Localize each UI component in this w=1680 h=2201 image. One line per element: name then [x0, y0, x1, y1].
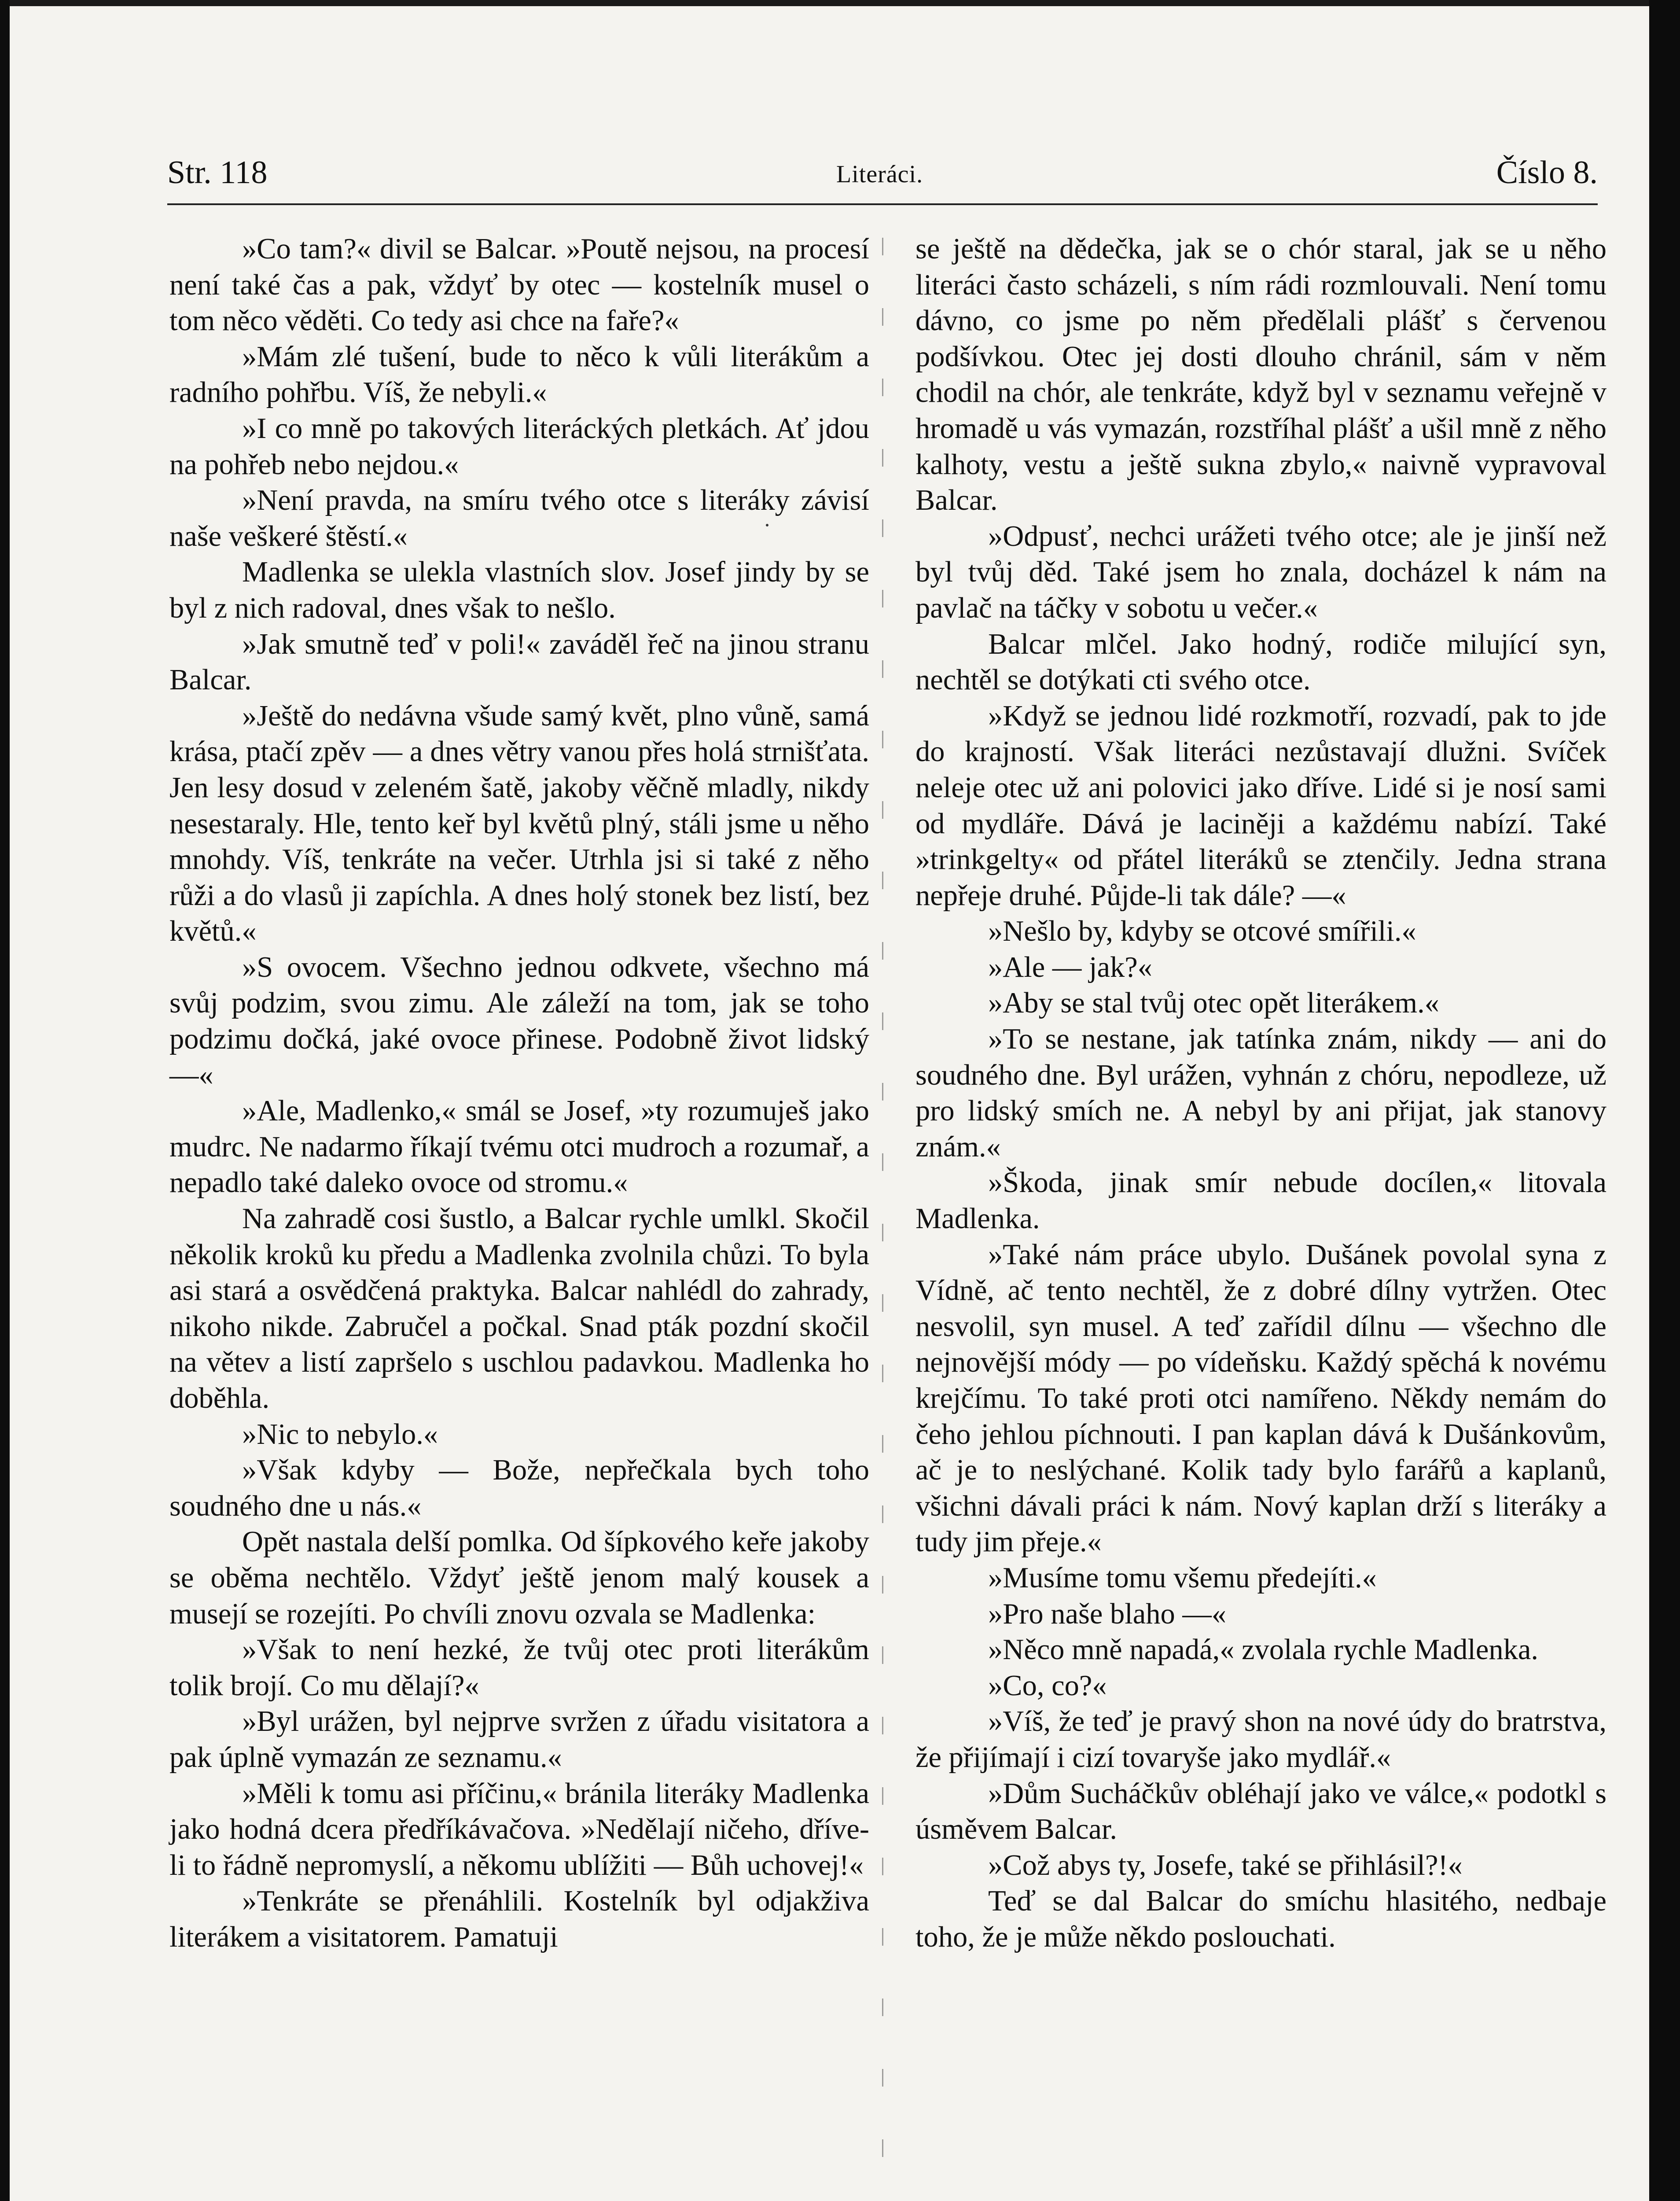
right-text-column — [915, 231, 1606, 1955]
paragraph: »Něco mně napadá,« zvolala rychle Madlenka. — [988, 1634, 1539, 1666]
paragraph: »Co, co?« — [988, 1669, 1107, 1702]
paragraph: »Nešlo by, kdyby se otcové smířili.« — [988, 915, 1416, 948]
paragraph: Opět nastala delší pomlka. Od šípkového keře jakoby se oběma nechtělo. Vždyť ještě jenom malý kousek a musejí se rozejíti. Po chvíli znovu ozvala se Madlenka: — [169, 1526, 869, 1630]
paragraph: »Tenkráte se přenáhlili. Kostelník byl odjakživa literákem a visitatorem. Pamatuji — [169, 1885, 869, 1953]
paragraph: »Musíme tomu všemu předejíti.« — [988, 1561, 1377, 1594]
paragraph: »Byl urážen, byl nejprve svržen z úřadu visitatora a pak úplně vymazán ze seznamu.« — [169, 1705, 869, 1774]
paragraph: »Nic to nebylo.« — [242, 1418, 438, 1450]
issue-number: Číslo 8. — [1496, 155, 1598, 191]
paragraph: »Odpusť, nechci urážeti tvého otce; ale je jinší než byl tvůj děd. Také jsem ho znala, docházel k nám na pavlač na táčky v sobotu u večer.« — [915, 520, 1606, 624]
paragraph: »Když se jednou lidé rozkmotří, rozvadí, pak to jde do krajností. Však literáci nezůstavají dlužni. Svíček neleje otec už ani polovici jako dříve. Lidé si je nosí sami od mydláře. Dává je laciněji a každému nabízí. Také »trinkgelty« od přátel literáků se ztenčily. Jedna strana nepřeje druhé. Půjde-li tak dále? —« — [915, 699, 1606, 912]
paragraph: »Dům Sucháčkův obléhají jako ve válce,« podotkl s úsměvem Balcar. — [915, 1777, 1606, 1846]
paragraph: »Co tam?« divil se Balcar. »Poutě nejsou, na procesí není také čas a pak, vždyť by otec — kostelník musel o tom něco věděti. Co tedy asi chce na faře?« — [169, 233, 869, 337]
paragraph: »Škoda, jinak smír nebude docílen,« litovala Madlenka. — [915, 1167, 1606, 1235]
running-title: Literáci. — [836, 161, 923, 188]
paragraph: »Není pravda, na smíru tvého otce s literáky závisí naše veškeré štěstí.« — [169, 484, 869, 552]
column-divider — [882, 238, 883, 2201]
header-rule — [167, 203, 1598, 205]
paragraph: »Ale, Madlenko,« smál se Josef, »ty rozumuješ jako mudrc. Ne nadarmo říkají tvému otci mudroch a rozumař, a nepadlo také daleko ovoce od stromu.« — [169, 1095, 869, 1199]
paragraph: »S ovocem. Všechno jednou odkvete, všechno má svůj podzim, svou zimu. Ale záleží na tom, jak se toho podzimu dočká, jaké ovoce přinese. Podobně život lidský —« — [169, 951, 869, 1091]
page-number: Str. 118 — [167, 155, 268, 191]
paragraph: »Ale — jak?« — [988, 951, 1153, 983]
paragraph: »Měli k tomu asi příčinu,« bránila literáky Madlenka jako hodná dcera předříkávačova. »Nedělají ničeho, dříve-li to řádně nepromyslí, a někomu ublížiti — Bůh uchovej!« — [169, 1777, 869, 1881]
paragraph: »To se nestane, jak tatínka znám, nikdy — ani do soudného dne. Byl urážen, vyhnán z chóru, nepodleze, už pro lidský smích ne. A nebyl by ani přijat, jak stanovy znám.« — [915, 1023, 1606, 1163]
scan-speck — [766, 524, 768, 526]
paragraph: »Mám zlé tušení, bude to něco k vůli literákům a radního pohřbu. Víš, že nebyli.« — [169, 340, 869, 409]
paragraph: »I co mně po takových literáckých pletkách. Ať jdou na pohřeb nebo nejdou.« — [169, 412, 869, 481]
paragraph: Teď se dal Balcar do smíchu hlasitého, nedbaje toho, že je může někdo poslouchati. — [915, 1885, 1606, 1953]
paragraph: Madlenka se ulekla vlastních slov. Josef jindy by se byl z nich radoval, dnes však to nešlo. — [169, 556, 869, 624]
paragraph: »Také nám práce ubylo. Dušánek povolal syna z Vídně, ač tento nechtěl, že z dobré dílny vytržen. Otec nesvolil, syn musel. A teď zařídil dílnu — všechno dle nejnovější módy — po vídeňsku. Každý spěchá k novému krejčímu. To také proti otci namířeno. Někdy nemám do čeho jehlou píchnouti. I pan kaplan dává k Dušánkovům, ač je to neslýchané. Kolik tady bylo farářů a kaplanů, všichni dávali práci k nám. Nový kaplan drží s literáky a tudy jim přeje.« — [915, 1238, 1606, 1558]
page-header — [167, 150, 1598, 198]
paragraph: Na zahradě cosi šustlo, a Balcar rychle umlkl. Skočil několik kroků ku předu a Madlenka zvolnila chůzi. To byla asi stará a osvědčená praktyka. Balcar nahlédl do zahrady, nikoho nikde. Zabručel a počkal. Snad pták pozdní skočil na větev a listí zapršelo s uschlou padavkou. Madlenka ho doběhla. — [169, 1203, 869, 1414]
paragraph: »Aby se stal tvůj otec opět literákem.« — [988, 987, 1439, 1020]
paragraph: se ještě na dědečka, jak se o chór staral, jak se u něho literáci často scházeli, s ním rádi rozmlouvali. Není tomu dávno, co jsme po něm předělali plášť s červenou podšívkou. Otec jej dosti dlouho chránil, sám v něm chodil na chór, ale tenkráte, když byl v seznamu veřejně v hromadě u vás vymazán, rozstříhal plášť a ušil mně z něho kalhoty, vestu a ještě sukna zbylo,« naivně vypravoval Balcar. — [915, 233, 1606, 517]
paragraph: »Však kdyby — Bože, nepřečkala bych toho soudného dne u nás.« — [169, 1454, 869, 1522]
scan-edge-left — [0, 0, 10, 2201]
scan-edge-right — [1649, 0, 1680, 2201]
paragraph: »Jak smutně teď v poli!« zaváděl řeč na jinou stranu Balcar. — [169, 628, 869, 696]
left-text-column — [169, 231, 869, 1955]
paragraph: »Víš, že teď je pravý shon na nové údy do bratrstva, že přijímají i cizí tovaryše jako mydlář.« — [915, 1705, 1606, 1774]
paragraph: »Což abys ty, Josefe, také se přihlásil?!« — [988, 1849, 1463, 1881]
paragraph: »Pro naše blaho —« — [988, 1597, 1227, 1630]
scan-edge-top — [0, 0, 1680, 6]
paragraph: »Však to není hezké, že tvůj otec proti literákům tolik brojí. Co mu dělají?« — [169, 1634, 869, 1702]
paragraph: »Ještě do nedávna všude samý květ, plno vůně, samá krása, ptačí zpěv — a dnes větry vanou přes holá strnišťata. Jen lesy dosud v zeleném šatě, jakoby věčně mladly, nikdy nesestaraly. Hle, tento keř byl květů plný, stáli jsme u něho mnohdy. Víš, tenkráte na večer. Utrhla jsi si také z něho růži a do vlasů ji zapíchla. A dnes holý stonek bez listí, bez květů.« — [169, 699, 869, 948]
paragraph: Balcar mlčel. Jako hodný, rodiče milující syn, nechtěl se dotýkati cti svého otce. — [915, 628, 1606, 696]
